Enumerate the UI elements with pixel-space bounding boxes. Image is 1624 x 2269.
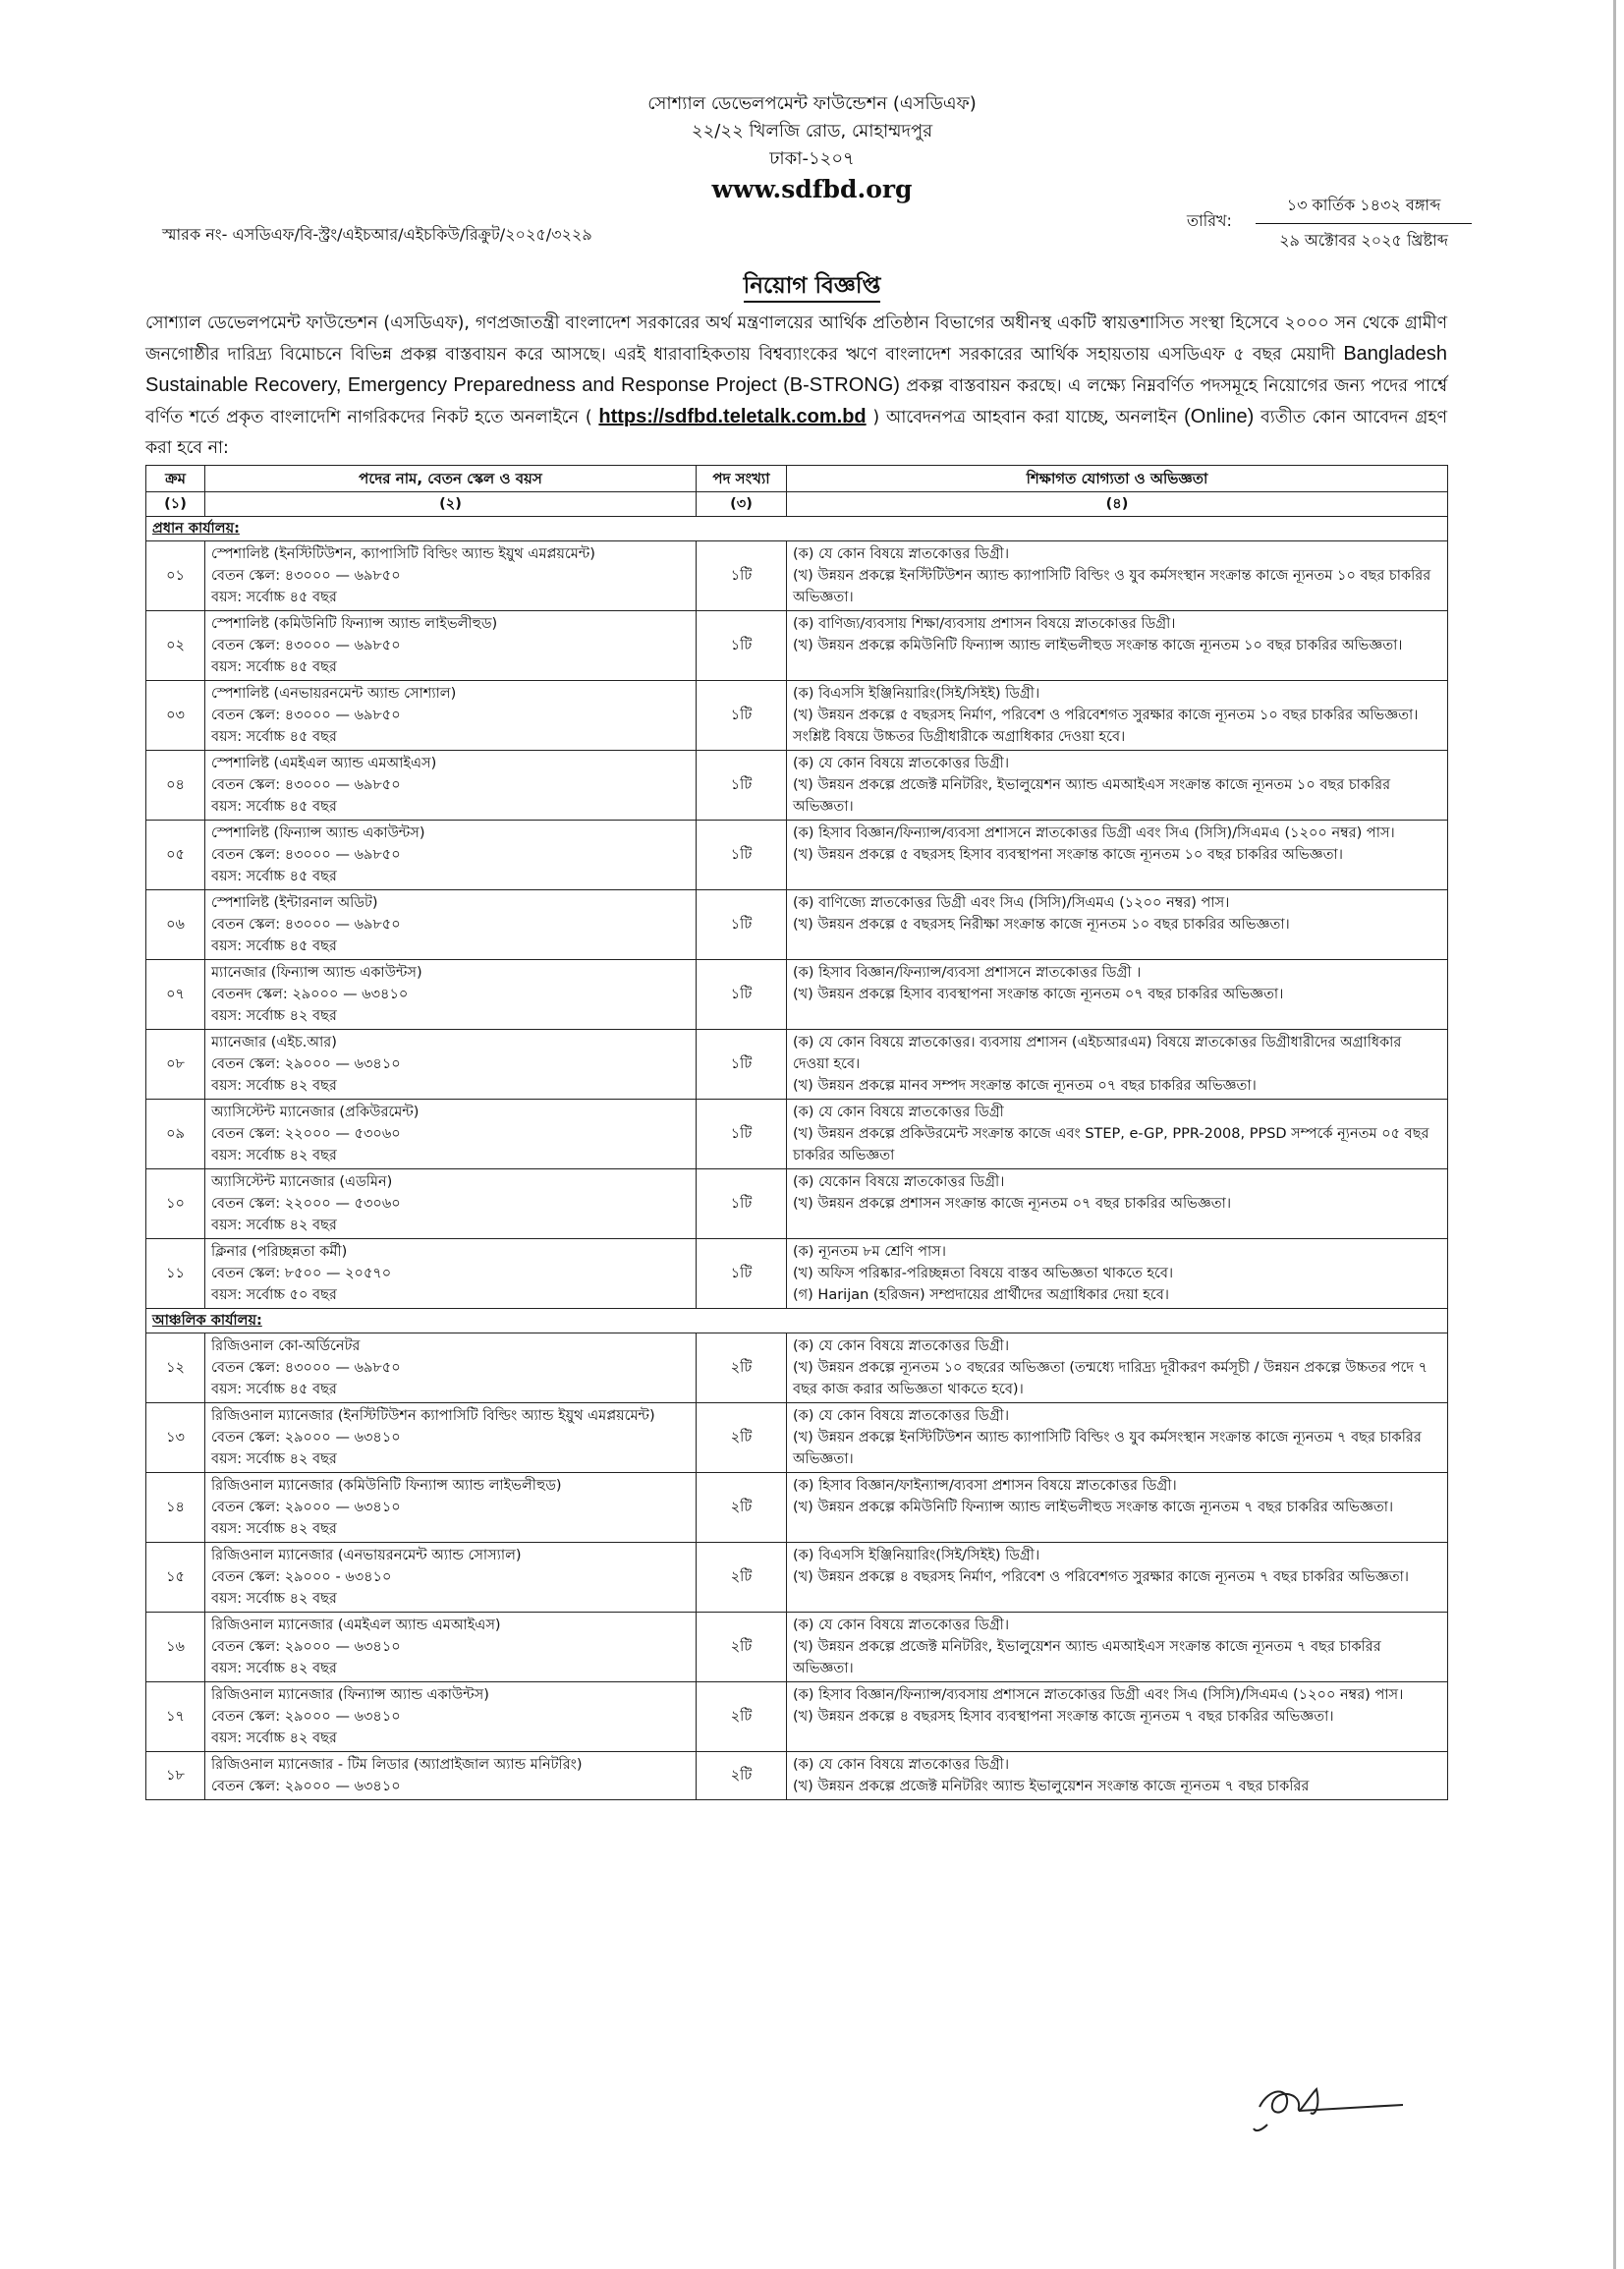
- pay-scale: বেতন স্কেল: ২৯০০০ - ৬৩৪১০: [211, 1569, 392, 1585]
- pay-scale: বেতন স্কেল: ৪৩০০০ — ৬৯৮৫০: [211, 568, 401, 584]
- intro-part-2: প্রকল্প বাস্তবায়ন করছে। এ লক্ষ্যে নিম্নবর্ণিত পদসমূহে নিয়োগের জন্য পদের পার্শ্বে বর্ণিত শর্তে প্রকৃত বাংলাদেশি নাগরিকদের নিকট হতে অনলাইনে (: [145, 376, 1447, 427]
- qualification-cell: [787, 1682, 1448, 1752]
- pay-scale: বেতন স্কেল: ৪৩০০০ — ৬৯৮৫০: [211, 777, 401, 793]
- qualification-item: (ক) বাণিজ্যে স্নাতকোত্তর ডিগ্রী এবং সিএ (সিসি)/সিএমএ (১২০০ নম্বর) পাস।: [793, 895, 1230, 911]
- age-limit: বয়স: সর্বোচ্চ ৪৫ বছর: [211, 1382, 337, 1397]
- serial-cell: ০৪: [146, 751, 205, 821]
- table-row: [146, 681, 1448, 751]
- post-cell: [205, 1543, 697, 1613]
- letterhead: [0, 90, 1624, 206]
- post-count-cell: ১টি: [697, 681, 787, 751]
- age-limit: বয়স: সর্বোচ্চ ৪২ বছর: [211, 1218, 337, 1233]
- intro-paragraph: [145, 309, 1447, 464]
- table-row: [146, 541, 1448, 611]
- qualification-item: (ক) যেকোন বিষয়ে স্নাতকোত্তর ডিগ্রী।: [793, 1174, 1005, 1190]
- table-row: [146, 1169, 1448, 1239]
- post-cell: [205, 751, 697, 821]
- table-row: [146, 1030, 1448, 1100]
- post-name: স্পেশালিষ্ট (এমইএল অ্যান্ড এমআইএস): [211, 756, 437, 771]
- project-name: Bangladesh Sustainable Recovery, Emergency Preparedness and Response Project (B-STRONG): [145, 343, 1447, 396]
- date-values: [1256, 193, 1472, 255]
- qualification-cell: [787, 960, 1448, 1030]
- header-post: পদের নাম, বেতন স্কেল ও বয়স: [205, 466, 697, 492]
- post-name: রিজিওনাল ম্যানেজার (এমইএল অ্যান্ড এমআইএস): [211, 1617, 501, 1633]
- post-cell: [205, 1169, 697, 1239]
- age-limit: বয়স: সর্বোচ্চ ৪২ বছর: [211, 1591, 337, 1607]
- post-count-cell: ২টি: [697, 1682, 787, 1752]
- table-row: [146, 1403, 1448, 1473]
- header-qualification: শিক্ষাগত যোগ্যতা ও অভিজ্ঞতা: [787, 466, 1448, 492]
- post-count-cell: ১টি: [697, 751, 787, 821]
- post-count-cell: ২টি: [697, 1543, 787, 1613]
- qualification-cell: [787, 1403, 1448, 1473]
- serial-cell: ০৮: [146, 1030, 205, 1100]
- post-count-cell: ১টি: [697, 611, 787, 681]
- serial-cell: ০৩: [146, 681, 205, 751]
- post-name: রিজিওনাল ম্যানেজার - টিম লিডার (অ্যাপ্রাইজাল অ্যান্ড মনিটরিং): [211, 1757, 583, 1773]
- qualification-item: (খ) উন্নয়ন প্রকল্পে প্রজেক্ট মনিটরিং অ্যান্ড ইভালুয়েশন সংক্রান্ত কাজে ন্যূনতম ৭ বছর চাকরির: [793, 1779, 1310, 1794]
- serial-cell: ১০: [146, 1169, 205, 1239]
- qualification-item: (খ) উন্নয়ন প্রকল্পে ৪ বছরসহ নির্মাণ, পরিবেশ ও পরিবেশগত সুরক্ষার কাজে ন্যূনতম ৭ বছর চাকরির অভিজ্ঞতা।: [793, 1569, 1409, 1585]
- table-row: [146, 821, 1448, 890]
- qualification-cell: [787, 1613, 1448, 1682]
- pay-scale: বেতন স্কেল: ৪৩০০০ — ৬৯৮৫০: [211, 638, 401, 653]
- scan-edge: [1613, 0, 1616, 2269]
- intro-part-3: ) আবেদনপত্র আহবান করা যাচ্ছে, অনলাইন: [866, 408, 1185, 427]
- qualification-item: (খ) উন্নয়ন প্রকল্পে প্রকিউরমেন্ট সংক্রান্ত কাজে এবং STEP, e-GP, PPR-2008, PPSD সম্পর্কে ন্যূনতম ০৫ বছর চাকরির অভিজ্ঞতা: [793, 1126, 1429, 1163]
- post-count-cell: ১টি: [697, 1030, 787, 1100]
- post-name: রিজিওনাল ম্যানেজার (ফিন্যান্স অ্যান্ড একাউন্টস): [211, 1687, 489, 1703]
- post-cell: [205, 681, 697, 751]
- qualification-cell: [787, 821, 1448, 890]
- serial-cell: ১৮: [146, 1752, 205, 1800]
- post-name: অ্যাসিস্টেন্ট ম্যানেজার (এডমিন): [211, 1174, 393, 1190]
- qualification-cell: [787, 1752, 1448, 1800]
- qualification-item: (ক) যে কোন বিষয়ে স্নাতকোত্তর। ব্যবসায় প্রশাসন (এইচআরএম) বিষয়ে স্নাতকোত্তর ডিগ্রীধারীদের অগ্রাধিকার দেওয়া হবে।: [793, 1035, 1402, 1072]
- qualification-item: (খ) উন্নয়ন প্রকল্পে হিসাব ব্যবস্থাপনা সংক্রান্ত কাজে ন্যূনতম ০৭ বছর চাকরির অভিজ্ঞতা।: [793, 987, 1284, 1002]
- table-row: [146, 1333, 1448, 1403]
- org-name: সোশ্যাল ডেভেলপমেন্ট ফাউন্ডেশন (এসডিএফ): [647, 93, 977, 114]
- age-limit: বয়স: সর্বোচ্চ ৪২ বছর: [211, 1521, 337, 1537]
- table-row: [146, 1543, 1448, 1613]
- qualification-cell: [787, 611, 1448, 681]
- qualification-item: (ক) বিএসসি ইঞ্জিনিয়ারিং(সিই/সিইই) ডিগ্রী।: [793, 686, 1040, 702]
- post-name: ক্লিনার (পরিচ্ছন্নতা কর্মী): [211, 1244, 348, 1260]
- date-bangla: ১৩ কার্তিক ১৪৩২ বঙ্গাব্দ: [1256, 193, 1472, 224]
- age-limit: বয়স: সর্বোচ্চ ৪৫ বছর: [211, 590, 337, 605]
- post-cell: [205, 611, 697, 681]
- age-limit: বয়স: সর্বোচ্চ ৪৫ বছর: [211, 729, 337, 745]
- qualification-cell: [787, 1100, 1448, 1169]
- table-row: [146, 1752, 1448, 1800]
- section-row: [146, 517, 1448, 541]
- post-name: রিজিওনাল ম্যানেজার (কমিউনিটি ফিন্যান্স অ্যান্ড লাইভলীহুড): [211, 1478, 562, 1494]
- address-line-2: ঢাকা-১২০৭: [769, 148, 855, 169]
- column-number: (১): [146, 492, 205, 517]
- table-row: [146, 1239, 1448, 1309]
- serial-cell: ১৫: [146, 1543, 205, 1613]
- section-title: আঞ্চলিক কার্যালয়:: [146, 1309, 1448, 1333]
- qualification-item: (ক) যে কোন বিষয়ে স্নাতকোত্তর ডিগ্রী।: [793, 1617, 1010, 1633]
- table-header-row: [146, 466, 1448, 492]
- post-cell: [205, 890, 697, 960]
- serial-cell: ০৭: [146, 960, 205, 1030]
- pay-scale: বেতনদ স্কেল: ২৯০০০ — ৬৩৪১০: [211, 987, 409, 1002]
- notice-title-text: নিয়োগ বিজ্ঞপ্তি: [744, 273, 881, 303]
- qualification-item: (খ) উন্নয়ন প্রকল্পে ৫ বছরসহ নির্মাণ, পরিবেশ ও পরিবেশগত সুরক্ষার কাজে ন্যূনতম ১০ বছর চাকরির অভিজ্ঞতা। সংশ্লিষ্ট বিষয়ে উচ্চতর ডিগ্রীধারীকে অগ্রাধিকার দেওয়া হবে।: [793, 708, 1419, 745]
- column-number-row: [146, 492, 1448, 517]
- age-limit: বয়স: সর্বোচ্চ ৪২ বছর: [211, 1730, 337, 1746]
- date-gregorian: ২৯ অক্টোবর ২০২৫ খ্রিষ্টাব্দ: [1279, 231, 1448, 250]
- post-cell: [205, 960, 697, 1030]
- qualification-cell: [787, 1030, 1448, 1100]
- qualification-item: (ক) যে কোন বিষয়ে স্নাতকোত্তর ডিগ্রী।: [793, 1338, 1010, 1354]
- post-name: স্পেশালিষ্ট (এনভায়রনমেন্ট অ্যান্ড সোশ্যাল): [211, 686, 457, 702]
- post-name: ম্যানেজার (এইচ.আর): [211, 1035, 337, 1050]
- address-line-1: ২২/২২ খিলজি রোড, মোহাম্মদপুর: [691, 121, 933, 142]
- pay-scale: বেতন স্কেল: ২৯০০০ — ৬৩৪১০: [211, 1779, 401, 1794]
- qualification-cell: [787, 1239, 1448, 1309]
- qualification-item: (ক) বিএসসি ইঞ্জিনিয়ারিং(সিই/সিইই) ডিগ্রী।: [793, 1548, 1040, 1563]
- table-row: [146, 890, 1448, 960]
- post-cell: [205, 541, 697, 611]
- memo-reference: স্মারক নং- এসডিএফ/বি-স্ট্রং/এইচআর/এইচকিউ/রিক্রুট/২০২৫/৩২২৯: [162, 225, 592, 244]
- qualification-item: (খ) উন্নয়ন প্রকল্পে কমিউনিটি ফিন্যান্স অ্যান্ড লাইভলীহুড সংক্রান্ত কাজে ন্যূনতম ৭ বছর চাকরির অভিজ্ঞতা।: [793, 1500, 1394, 1515]
- table-row: [146, 1613, 1448, 1682]
- serial-cell: ০৬: [146, 890, 205, 960]
- table-row: [146, 960, 1448, 1030]
- age-limit: বয়স: সর্বোচ্চ ৪৫ বছর: [211, 869, 337, 884]
- age-limit: বয়স: সর্বোচ্চ ৪২ বছর: [211, 1078, 337, 1094]
- post-count-cell: ১টি: [697, 1169, 787, 1239]
- post-count-cell: ২টি: [697, 1403, 787, 1473]
- post-name: অ্যাসিস্টেন্ট ম্যানেজার (প্রকিউরমেন্ট): [211, 1105, 420, 1120]
- post-cell: [205, 1403, 697, 1473]
- qualification-item: (খ) উন্নয়ন প্রকল্পে ন্যূনতম ১০ বছরের অভিজ্ঞতা (তন্মধ্যে দারিদ্র্য দূরীকরণ কর্মসূচী / উন্নয়ন প্রকল্পে উচ্চতর পদে ৭ বছর কাজ করার অভিজ্ঞতা থাকতে হবে)।: [793, 1360, 1428, 1397]
- pay-scale: বেতন স্কেল: ২২০০০ — ৫৩০৬০: [211, 1126, 401, 1142]
- qualification-item: (খ) উন্নয়ন প্রকল্পে প্রজেক্ট মনিটরিং, ইভালুয়েশন অ্যান্ড এমআইএস সংক্রান্ত কাজে ন্যূনতম ৭ বছর চাকরির অভিজ্ঞতা।: [793, 1639, 1381, 1676]
- intro-part-1: সোশ্যাল ডেভেলপমেন্ট ফাউন্ডেশন (এসডিএফ), গণপ্রজাতন্ত্রী বাংলাদেশ সরকারের অর্থ মন্ত্রণালয়ের আর্থিক প্রতিষ্ঠান বিভাগের অধীনস্থ একটি স্বায়ত্তশাসিত সংস্থা হিসেবে ২০০০ সন থেকে গ্রামীণ জনগোষ্ঠীর দারিদ্র্য বিমোচনে বিভিন্ন প্রকল্প বাস্তবায়ন করে আসছে। এরই ধারাবাহিকতায় বিশ্বব্যাংকের ঋণে বাংলাদেশ সরকারের আর্থিক সহায়তায় এসডিএফ ৫ বছর মেয়াদী: [145, 313, 1447, 365]
- serial-cell: ১৭: [146, 1682, 205, 1752]
- qualification-cell: [787, 1473, 1448, 1543]
- table-row: [146, 1100, 1448, 1169]
- table-row: [146, 1473, 1448, 1543]
- post-count-cell: ১টি: [697, 1239, 787, 1309]
- pay-scale: বেতন স্কেল: ২৯০০০ — ৬৩৪১০: [211, 1056, 401, 1072]
- pay-scale: বেতন স্কেল: ৮৫০০ — ২০৫৭০: [211, 1266, 392, 1281]
- qualification-item: (খ) উন্নয়ন প্রকল্পে ৪ বছরসহ হিসাব ব্যবস্থাপনা সংক্রান্ত কাজে ন্যূনতম ৭ বছর চাকরির অভিজ্ঞতা।: [793, 1709, 1334, 1725]
- table-row: [146, 751, 1448, 821]
- post-cell: [205, 1239, 697, 1309]
- qualification-item: (ক) যে কোন বিষয়ে স্নাতকোত্তর ডিগ্রী: [793, 1105, 1004, 1120]
- qualification-item: (খ) উন্নয়ন প্রকল্পে প্রজেক্ট মনিটরিং, ইভালুয়েশন অ্যান্ড এমআইএস সংক্রান্ত কাজে ন্যূনতম ১০ বছর চাকরির অভিজ্ঞতা।: [793, 777, 1391, 815]
- serial-cell: ১২: [146, 1333, 205, 1403]
- qualification-cell: [787, 1333, 1448, 1403]
- qualification-cell: [787, 1543, 1448, 1613]
- table-row: [146, 611, 1448, 681]
- pay-scale: বেতন স্কেল: ৪৩০০০ — ৬৯৮৫০: [211, 708, 401, 723]
- age-limit: বয়স: সর্বোচ্চ ৪২ বছর: [211, 1451, 337, 1467]
- post-count-cell: ১টি: [697, 821, 787, 890]
- age-limit: বয়স: সর্বোচ্চ ৫০ বছর: [211, 1287, 337, 1303]
- column-number: (২): [205, 492, 697, 517]
- qualification-item: (খ) উন্নয়ন প্রকল্পে ৫ বছরসহ নিরীক্ষা সংক্রান্ত কাজে ন্যূনতম ১০ বছর চাকরির অভিজ্ঞতা।: [793, 917, 1290, 933]
- header-count: পদ সংখ্যা: [697, 466, 787, 492]
- post-cell: [205, 1682, 697, 1752]
- qualification-cell: [787, 681, 1448, 751]
- post-name: স্পেশালিষ্ট (ইনস্টিটিউশন, ক্যাপাসিটি বিল্ডিং অ্যান্ড ইয়ুথ এমপ্লয়মেন্ট): [211, 546, 595, 562]
- serial-cell: ০১: [146, 541, 205, 611]
- qualification-item: (ক) যে কোন বিষয়ে স্নাতকোত্তর ডিগ্রী।: [793, 1757, 1010, 1773]
- serial-cell: ০৫: [146, 821, 205, 890]
- post-count-cell: ২টি: [697, 1613, 787, 1682]
- age-limit: বয়স: সর্বোচ্চ ৪২ বছর: [211, 1661, 337, 1676]
- qualification-item: (ক) হিসাব বিজ্ঞান/ফিন্যান্স/ব্যবসায় প্রশাসনে স্নাতকোত্তর ডিগ্রী এবং সিএ (সিসি)/সিএমএ (১২০০ নম্বর) পাস।: [793, 1687, 1404, 1703]
- post-count-cell: ১টি: [697, 960, 787, 1030]
- post-name: স্পেশালিষ্ট (কমিউনিটি ফিন্যান্স অ্যান্ড লাইভলীহুড): [211, 616, 498, 632]
- post-count-cell: ১টি: [697, 890, 787, 960]
- post-cell: [205, 1473, 697, 1543]
- job-table-body: [146, 492, 1448, 1800]
- pay-scale: বেতন স্কেল: ২৯০০০ — ৬৩৪১০: [211, 1639, 401, 1655]
- application-url-link[interactable]: https://sdfbd.teletalk.com.bd: [598, 406, 867, 427]
- post-cell: [205, 821, 697, 890]
- column-number: (৪): [787, 492, 1448, 517]
- qualification-item: (ক) হিসাব বিজ্ঞান/ফিন্যান্স/ব্যবসা প্রশাসনে স্নাতকোত্তর ডিগ্রী এবং সিএ (সিসি)/সিএমএ (১২০০ নম্বর) পাস।: [793, 825, 1395, 841]
- age-limit: বয়স: সর্বোচ্চ ৪৫ বছর: [211, 659, 337, 675]
- qualification-item: (ক) যে কোন বিষয়ে স্নাতকোত্তর ডিগ্রী।: [793, 1408, 1010, 1424]
- post-name: রিজিওনাল ম্যানেজার (ইনস্টিটিউশন ক্যাপাসিটি বিল্ডিং অ্যান্ড ইয়ুথ এমপ্লয়মেন্ট): [211, 1408, 655, 1424]
- serial-cell: ১১: [146, 1239, 205, 1309]
- post-name: স্পেশালিষ্ট (ফিন্যান্স অ্যান্ড একাউন্টস): [211, 825, 425, 841]
- post-name: রিজিওনাল ম্যানেজার (এনভায়রনমেন্ট অ্যান্ড সোস্যাল): [211, 1548, 522, 1563]
- qualification-item: (খ) উন্নয়ন প্রকল্পে কমিউনিটি ফিন্যান্স অ্যান্ড লাইভলীহুড সংক্রান্ত কাজে ন্যূনতম ১০ বছর চাকরির অভিজ্ঞতা।: [793, 638, 1403, 653]
- pay-scale: বেতন স্কেল: ২২০০০ — ৫৩০৬০: [211, 1196, 401, 1212]
- serial-cell: ১৪: [146, 1473, 205, 1543]
- online-text: (Online): [1184, 406, 1255, 427]
- pay-scale: বেতন স্কেল: ৪৩০০০ — ৬৯৮৫০: [211, 917, 401, 933]
- qualification-item: (ক) হিসাব বিজ্ঞান/ফাইন্যান্স/ব্যবসা প্রশাসন বিষয়ে স্নাতকোত্তর ডিগ্রী।: [793, 1478, 1177, 1494]
- qualification-item: (খ) উন্নয়ন প্রকল্পে প্রশাসন সংক্রান্ত কাজে ন্যূনতম ০৭ বছর চাকরির অভিজ্ঞতা।: [793, 1196, 1232, 1212]
- qualification-cell: [787, 1169, 1448, 1239]
- post-cell: [205, 1613, 697, 1682]
- signature-scribble: [1240, 2068, 1407, 2136]
- post-count-cell: ২টি: [697, 1752, 787, 1800]
- pay-scale: বেতন স্কেল: ২৯০০০ — ৬৩৪১০: [211, 1430, 401, 1446]
- age-limit: বয়স: সর্বোচ্চ ৪৫ বছর: [211, 938, 337, 954]
- serial-cell: ০৯: [146, 1100, 205, 1169]
- post-cell: [205, 1100, 697, 1169]
- serial-cell: ১৩: [146, 1403, 205, 1473]
- pay-scale: বেতন স্কেল: ২৯০০০ — ৬৩৪১০: [211, 1500, 401, 1515]
- qualification-item: (খ) উন্নয়ন প্রকল্পে ৫ বছরসহ হিসাব ব্যবস্থাপনা সংক্রান্ত কাজে ন্যূনতম ১০ বছর চাকরির অভিজ্ঞতা।: [793, 847, 1343, 863]
- age-limit: বয়স: সর্বোচ্চ ৪৫ বছর: [211, 799, 337, 815]
- qualification-item: (ক) যে কোন বিষয়ে স্নাতকোত্তর ডিগ্রী।: [793, 756, 1010, 771]
- qualification-item: (ক) ন্যূনতম ৮ম শ্রেণি পাস।: [793, 1244, 946, 1260]
- qualification-item: (খ) উন্নয়ন প্রকল্পে ইনস্টিটিউশন অ্যান্ড ক্যাপাসিটি বিল্ডিং ও যুব কর্মসংস্থান সংক্রান্ত কাজে ন্যূনতম ৭ বছর চাকরির অভিজ্ঞতা।: [793, 1430, 1422, 1467]
- post-name: স্পেশালিষ্ট (ইন্টারনাল অডিট): [211, 895, 378, 911]
- age-limit: বয়স: সর্বোচ্চ ৪২ বছর: [211, 1148, 337, 1163]
- qualification-item: (খ) উন্নয়ন প্রকল্পে মানব সম্পদ সংক্রান্ত কাজে ন্যূনতম ০৭ বছর চাকরির অভিজ্ঞতা।: [793, 1078, 1257, 1094]
- post-count-cell: ১টি: [697, 1100, 787, 1169]
- qualification-cell: [787, 751, 1448, 821]
- post-name: ম্যানেজার (ফিন্যান্স অ্যান্ড একাউন্টস): [211, 965, 422, 981]
- post-name: রিজিওনাল কো-অর্ডিনেটর: [211, 1338, 361, 1354]
- intro-part-4: ব্যতীত কোন আবেদন গ্রহণ করা হবে না:: [145, 408, 1447, 458]
- header-serial: ক্রম: [146, 466, 205, 492]
- qualification-item: (ক) বাণিজ্য/ব্যবসায় শিক্ষা/ব্যবসায় প্রশাসন বিষয়ে স্নাতকোত্তর ডিগ্রী।: [793, 616, 1176, 632]
- table-row: [146, 1682, 1448, 1752]
- serial-cell: ০২: [146, 611, 205, 681]
- pay-scale: বেতন স্কেল: ২৯০০০ — ৬৩৪১০: [211, 1709, 401, 1725]
- post-cell: [205, 1030, 697, 1100]
- qualification-item: (ক) হিসাব বিজ্ঞান/ফিন্যান্স/ব্যবসা প্রশাসনে স্নাতকোত্তর ডিগ্রী ।: [793, 965, 1142, 981]
- website: www.sdfbd.org: [711, 175, 913, 203]
- pay-scale: বেতন স্কেল: ৪৩০০০ — ৬৯৮৫০: [211, 1360, 401, 1376]
- serial-cell: ১৬: [146, 1613, 205, 1682]
- notice-title: [0, 267, 1624, 306]
- qualification-item: (ক) যে কোন বিষয়ে স্নাতকোত্তর ডিগ্রী।: [793, 546, 1010, 562]
- section-row: [146, 1309, 1448, 1333]
- post-cell: [205, 1752, 697, 1800]
- post-count-cell: ২টি: [697, 1333, 787, 1403]
- post-cell: [205, 1333, 697, 1403]
- date-label: তারিখ:: [1187, 211, 1232, 230]
- section-title: প্রধান কার্যালয়:: [146, 517, 1448, 541]
- qualification-cell: [787, 541, 1448, 611]
- post-count-cell: ১টি: [697, 541, 787, 611]
- qualification-cell: [787, 890, 1448, 960]
- post-count-cell: ২টি: [697, 1473, 787, 1543]
- column-number: (৩): [697, 492, 787, 517]
- qualification-item: (খ) উন্নয়ন প্রকল্পে ইনস্টিটিউশন অ্যান্ড ক্যাপাসিটি বিল্ডিং ও যুব কর্মসংস্থান সংক্রান্ত কাজে ন্যূনতম ১০ বছর চাকরির অভিজ্ঞতা।: [793, 568, 1431, 605]
- qualification-item: (গ) Harijan (হরিজন) সম্প্রদায়ের প্রার্থীদের অগ্রাধিকার দেয়া হবে।: [793, 1287, 1169, 1303]
- pay-scale: বেতন স্কেল: ৪৩০০০ — ৬৯৮৫০: [211, 847, 401, 863]
- age-limit: বয়স: সর্বোচ্চ ৪২ বছর: [211, 1008, 337, 1024]
- qualification-item: (খ) অফিস পরিষ্কার-পরিচ্ছন্নতা বিষয়ে বাস্তব অভিজ্ঞতা থাকতে হবে।: [793, 1266, 1174, 1281]
- job-table: [145, 465, 1448, 1800]
